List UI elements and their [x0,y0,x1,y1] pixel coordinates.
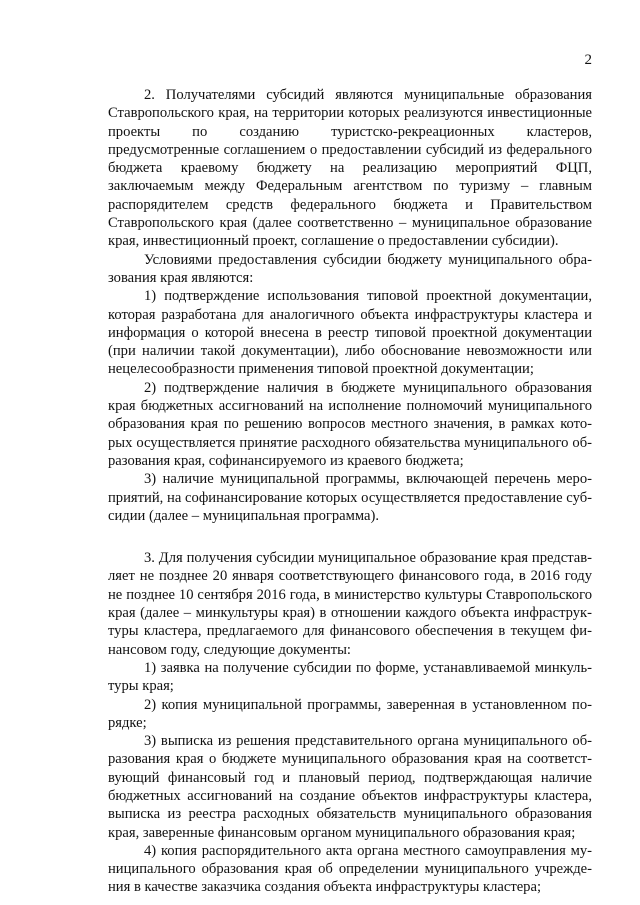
paragraph-condition-2: 2) подтверждение наличия в бюджете муниципального образования края бюджетных ассигнований на исполнение полномочий муниципального образования края по решению вопросов местного значения, в рамках которых осуществляется принятие расходного обязательства муниципального образования края, софинансируемого из краевого бюджета; [108,379,592,469]
paragraph-recipients: 2. Получателями субсидий являются муниципальные образования Ставропольского края, на территории которых реализуются инвестиционные проекты по созданию туристско-рекреационных кластеров, предусмотренные соглашением о предоставлении субсидий из федерального бюджета краевому бюджету на реализацию мероприятий ФЦП, заключаемым между Федеральным агентством по туризму – главным распорядителем средств федерального бюджета и Правительством Ставропольского края (далее соответственно – муниципальное образование края, инвестиционный проект, соглашение о предоставлении субсидии). [108,87,592,250]
paragraph-document-2: 2) копия муниципальной программы, заверенная в установленном порядке; [108,696,592,731]
paragraph-condition-1: 1) подтверждение использования типовой проектной документации, которая разработана для аналогичного объекта инфраструктуры кластера и информация о которой внесена в реестр типовой проектной документации (при наличии такой документации), либо обоснование невозможности или нецелесообразности применения типовой проектной документации; [108,288,592,378]
paragraph-conditions-intro: Условиями предоставления субсидии бюджету муниципального образования края являются: [108,251,592,286]
document-body [108,86,592,897]
page-number: 2 [584,52,592,68]
paragraph-condition-3: 3) наличие муниципальной программы, включающей перечень мероприятий, на софинансирование которых осуществляется предоставление субсидии (далее – муниципальная программа). [108,471,592,524]
paragraph-document-4: 4) копия распорядительного акта органа местного самоуправления муниципального образования края об определении муниципального учреждения в качестве заказчика создания объекта инфраструктуры кластера; [108,842,592,896]
paragraph-document-1: 1) заявка на получение субсидии по форме, устанавливаемой минкультуры края; [108,659,592,695]
paragraph-document-3: 3) выписка из решения представительного органа муниципального образования края о бюджете муниципального образования края на соответствующий финансовый год и плановый период, подтверждающая наличие бюджетных ассигнований на создание объектов инфраструктуры кластера, выписка из реестра расходных обязательств муниципального образования края, заверенные финансовым органом муниципального образования края; [108,733,592,841]
paragraph-documents-intro: 3. Для получения субсидии муниципальное образование края представляет не позднее 20 января соответствующего финансового года, в 2016 году не позднее 10 сентября 2016 года, в министерство культуры Ставропольского края (далее – минкультуры края) в отношении каждого объекта инфраструктуры кластера, предлагаемого для финансового обеспечения в текущем финансовом году, следующие документы: [108,550,592,658]
